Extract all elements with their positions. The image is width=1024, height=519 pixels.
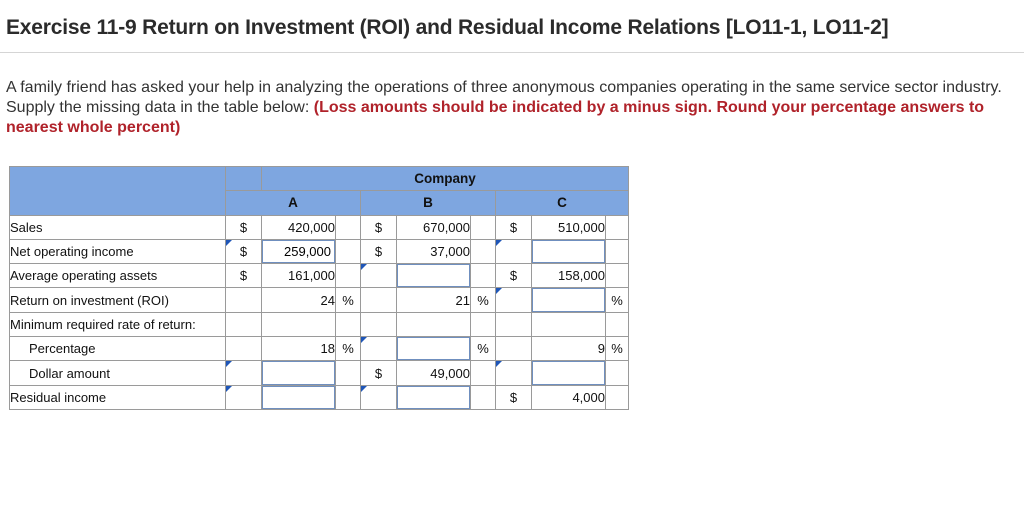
b-percentage-input[interactable] <box>397 337 470 360</box>
cell-blank <box>226 337 262 361</box>
c-sales-value: 510,000 <box>532 215 606 239</box>
cell-blank <box>226 312 262 336</box>
cell-blank <box>496 239 532 263</box>
column-header-a: A <box>226 191 361 215</box>
currency-sign: $ <box>226 264 262 288</box>
cell-blank <box>471 264 496 288</box>
cell-blank <box>361 312 397 336</box>
column-header-b: B <box>361 191 496 215</box>
title-divider <box>0 52 1024 53</box>
a-dollar-amount-cell <box>262 361 336 385</box>
exercise-title: Exercise 11-9 Return on Investment (ROI) and Residual Income Relations [LO11-1, LO11-2] <box>6 16 889 39</box>
percent-sign: % <box>606 288 629 312</box>
cell-blank <box>361 264 397 288</box>
a-roi-value: 24 <box>262 288 336 312</box>
cell-blank <box>397 312 471 336</box>
intro-instruction: (Loss amounts should be indicated by a minus sign. Round your percentage answers to nearest whole percent) <box>6 99 985 136</box>
b-residual-input[interactable] <box>397 386 470 409</box>
a-residual-input[interactable] <box>262 386 335 409</box>
c-percentage-value: 9 <box>532 337 606 361</box>
b-percentage-cell <box>397 337 471 361</box>
b-dollar-amount-value: 49,000 <box>397 361 471 385</box>
row-net-operating-income <box>10 239 629 263</box>
a-residual-cell <box>262 385 336 409</box>
row-minimum-required-rate <box>10 312 629 336</box>
label-minimum-required-rate: Minimum required rate of return: <box>10 312 226 336</box>
cell-blank <box>606 264 629 288</box>
row-residual-income <box>10 385 629 409</box>
b-roi-value: 21 <box>397 288 471 312</box>
label-percentage: Percentage <box>10 337 226 361</box>
cell-blank <box>262 312 336 336</box>
cell-blank <box>361 385 397 409</box>
percent-sign: % <box>336 337 361 361</box>
cell-blank <box>496 312 532 336</box>
cell-blank <box>606 312 629 336</box>
cell-blank <box>606 215 629 239</box>
row-sales <box>10 215 629 239</box>
a-assets-value: 161,000 <box>262 264 336 288</box>
cell-blank <box>471 312 496 336</box>
percent-sign: % <box>471 337 496 361</box>
row-percentage <box>10 337 629 361</box>
b-noi-value: 37,000 <box>397 239 471 263</box>
label-net-operating-income: Net operating income <box>10 239 226 263</box>
b-assets-cell <box>397 264 471 288</box>
header-spacer <box>226 167 262 191</box>
c-noi-cell <box>532 239 606 263</box>
label-dollar-amount: Dollar amount <box>10 361 226 385</box>
label-sales: Sales <box>10 215 226 239</box>
cell-blank <box>226 361 262 385</box>
cell-blank <box>496 288 532 312</box>
header-row-company <box>10 167 629 191</box>
cell-blank <box>336 239 361 263</box>
cell-blank <box>336 361 361 385</box>
c-roi-cell <box>532 288 606 312</box>
b-residual-cell <box>397 385 471 409</box>
cell-blank <box>336 264 361 288</box>
header-corner <box>10 167 226 216</box>
cell-blank <box>471 215 496 239</box>
percent-sign: % <box>471 288 496 312</box>
cell-blank <box>606 239 629 263</box>
percent-sign: % <box>606 337 629 361</box>
currency-sign: $ <box>361 239 397 263</box>
cell-blank <box>496 361 532 385</box>
cell-blank <box>471 385 496 409</box>
intro-text: A family friend has asked your help in analyzing the operations of three anonymous companies operating in the same service sector industry. Supply the missing data in the table below: <box>6 79 1002 116</box>
currency-sign: $ <box>496 215 532 239</box>
cell-blank <box>361 337 397 361</box>
company-header: Company <box>262 167 629 191</box>
currency-sign: $ <box>361 361 397 385</box>
label-average-operating-assets: Average operating assets <box>10 264 226 288</box>
cell-blank <box>336 312 361 336</box>
column-header-c: C <box>496 191 629 215</box>
c-dollar-amount-input[interactable] <box>532 361 605 384</box>
cell-blank <box>226 385 262 409</box>
currency-sign: $ <box>496 264 532 288</box>
label-residual-income: Residual income <box>10 385 226 409</box>
b-sales-value: 670,000 <box>397 215 471 239</box>
row-average-operating-assets <box>10 264 629 288</box>
c-assets-value: 158,000 <box>532 264 606 288</box>
percent-sign: % <box>336 288 361 312</box>
row-dollar-amount <box>10 361 629 385</box>
currency-sign: $ <box>496 385 532 409</box>
a-percentage-value: 18 <box>262 337 336 361</box>
row-roi <box>10 288 629 312</box>
c-dollar-amount-cell <box>532 361 606 385</box>
a-sales-value: 420,000 <box>262 215 336 239</box>
a-noi-input[interactable] <box>262 240 335 263</box>
cell-blank <box>336 385 361 409</box>
cell-blank <box>532 312 606 336</box>
cell-blank <box>471 239 496 263</box>
currency-sign: $ <box>226 239 262 263</box>
roi-data-table <box>9 166 629 410</box>
cell-blank <box>496 337 532 361</box>
a-dollar-amount-input[interactable] <box>262 361 335 384</box>
c-residual-value: 4,000 <box>532 385 606 409</box>
cell-blank <box>226 288 262 312</box>
intro-paragraph <box>6 78 1006 138</box>
cell-blank <box>606 385 629 409</box>
cell-blank <box>361 288 397 312</box>
c-noi-input[interactable] <box>532 240 605 263</box>
cell-blank <box>606 361 629 385</box>
label-roi: Return on investment (ROI) <box>10 288 226 312</box>
cell-blank <box>471 361 496 385</box>
b-assets-input[interactable] <box>397 264 470 287</box>
c-roi-input[interactable] <box>532 288 605 311</box>
currency-sign: $ <box>226 215 262 239</box>
a-noi-cell <box>262 239 336 263</box>
currency-sign: $ <box>361 215 397 239</box>
cell-blank <box>336 215 361 239</box>
